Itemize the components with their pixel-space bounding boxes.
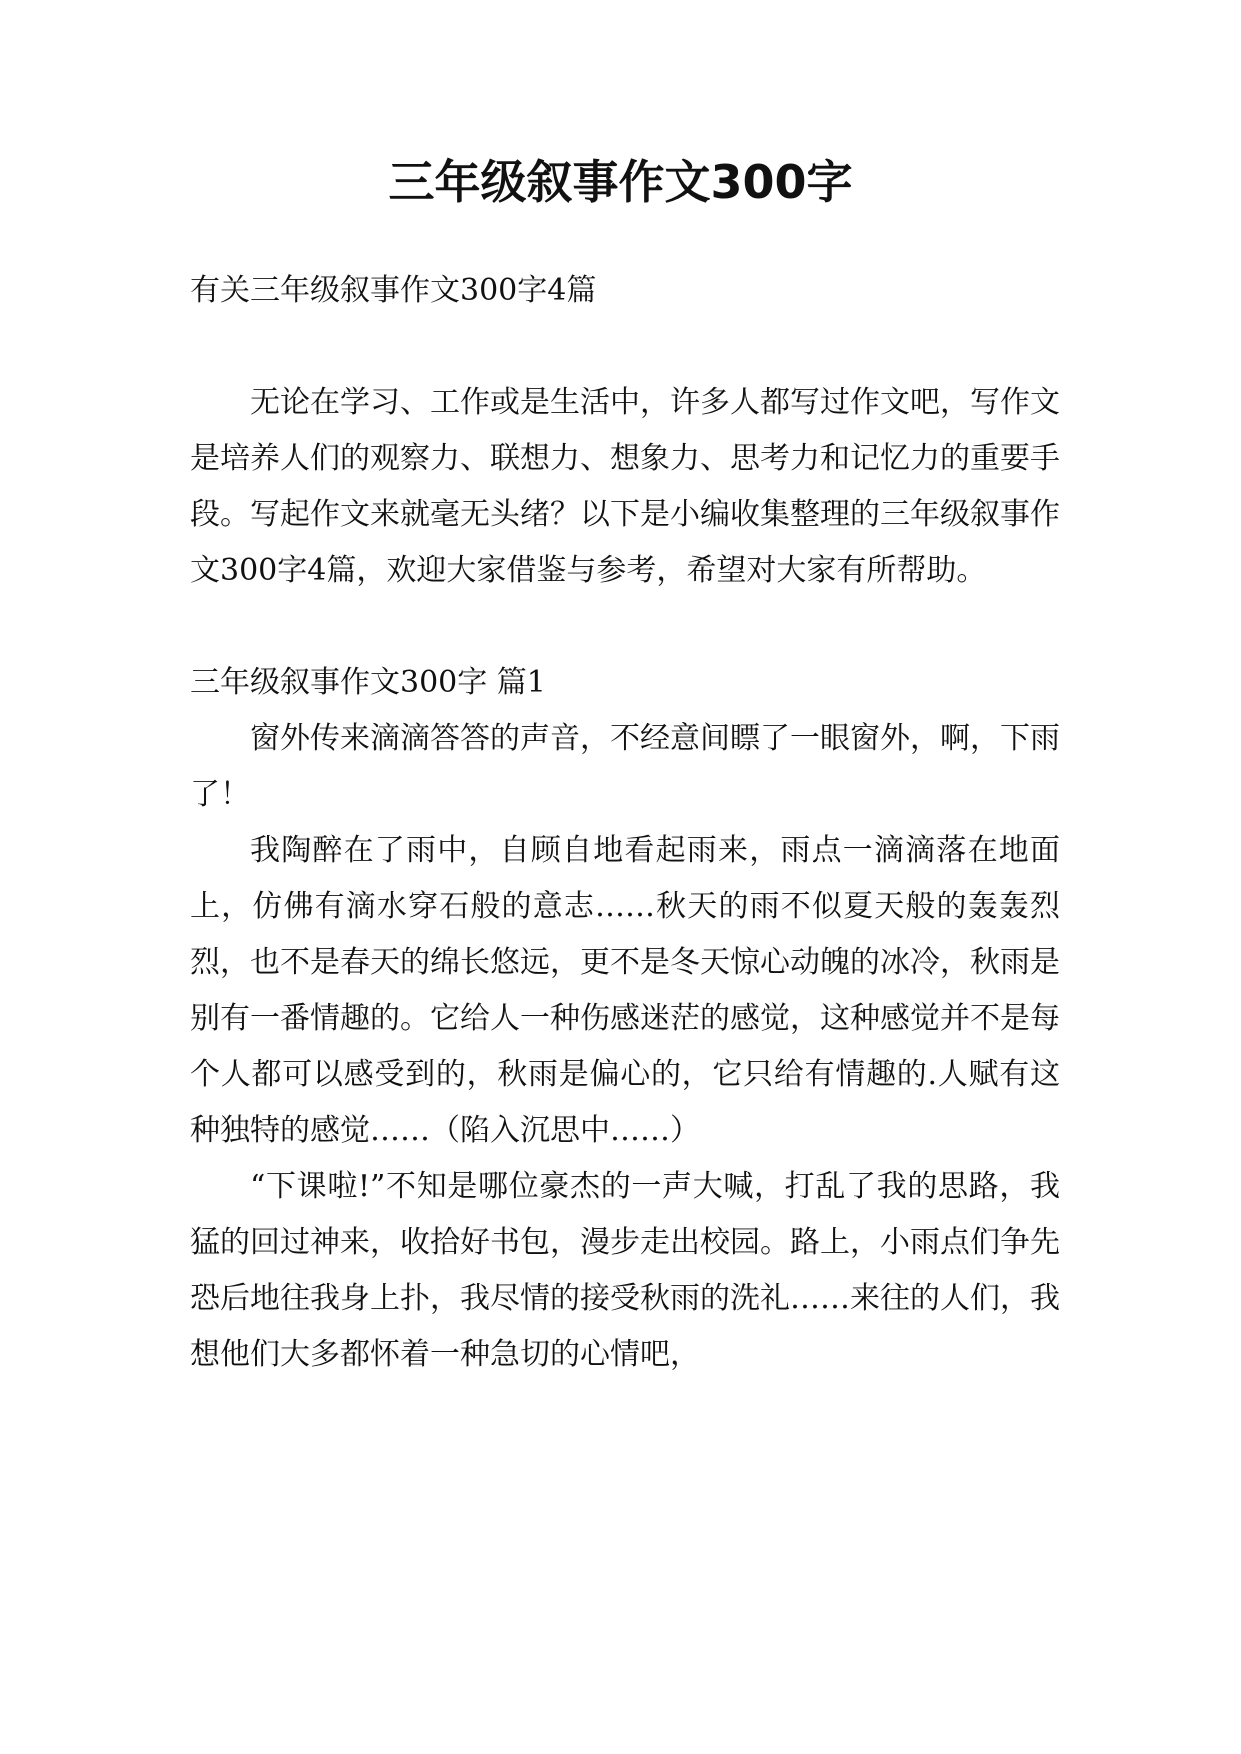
- section-paragraph-3: “下课啦!”不知是哪位豪杰的一声大喊，打乱了我的思路，我猛的回过神来，收拾好书包，漫步走出校园。路上，小雨点们争先恐后地往我身上扑，我尽情的接受秋雨的洗礼……来往的人们，我想他们大多都怀着一种急切的心情吧，: [190, 1169, 1060, 1372]
- section-paragraph-1: 窗外传来滴滴答答的声音，不经意间瞟了一眼窗外，啊，下雨了！: [190, 721, 1060, 812]
- intro-paragraph: 无论在学习、工作或是生活中，许多人都写过作文吧，写作文是培养人们的观察力、联想力、想象力、思考力和记忆力的重要手段。写起作文来就毫无头绪？以下是小编收集整理的三年级叙事作文300字4篇，欢迎大家借鉴与参考，希望对大家有所帮助。: [190, 385, 1060, 588]
- section-heading: 三年级叙事作文300字 篇1: [190, 665, 546, 700]
- document-subtitle: 有关三年级叙事作文300字4篇: [190, 273, 597, 308]
- section-paragraph-2: 我陶醉在了雨中，自顾自地看起雨来，雨点一滴滴落在地面上，仿佛有滴水穿石般的意志……秋天的雨不似夏天般的轰轰烈烈，也不是春天的绵长悠远，更不是冬天惊心动魄的冰冷，秋雨是别有一番情趣的。它给人一种伤感迷茫的感觉，这种感觉并不是每个人都可以感受到的，秋雨是偏心的，它只给有情趣的.人赋有这种独特的感觉……（陷入沉思中……）: [190, 833, 1060, 1148]
- document-title: 三年级叙事作文300字: [388, 155, 853, 209]
- document-body: [190, 263, 1060, 1383]
